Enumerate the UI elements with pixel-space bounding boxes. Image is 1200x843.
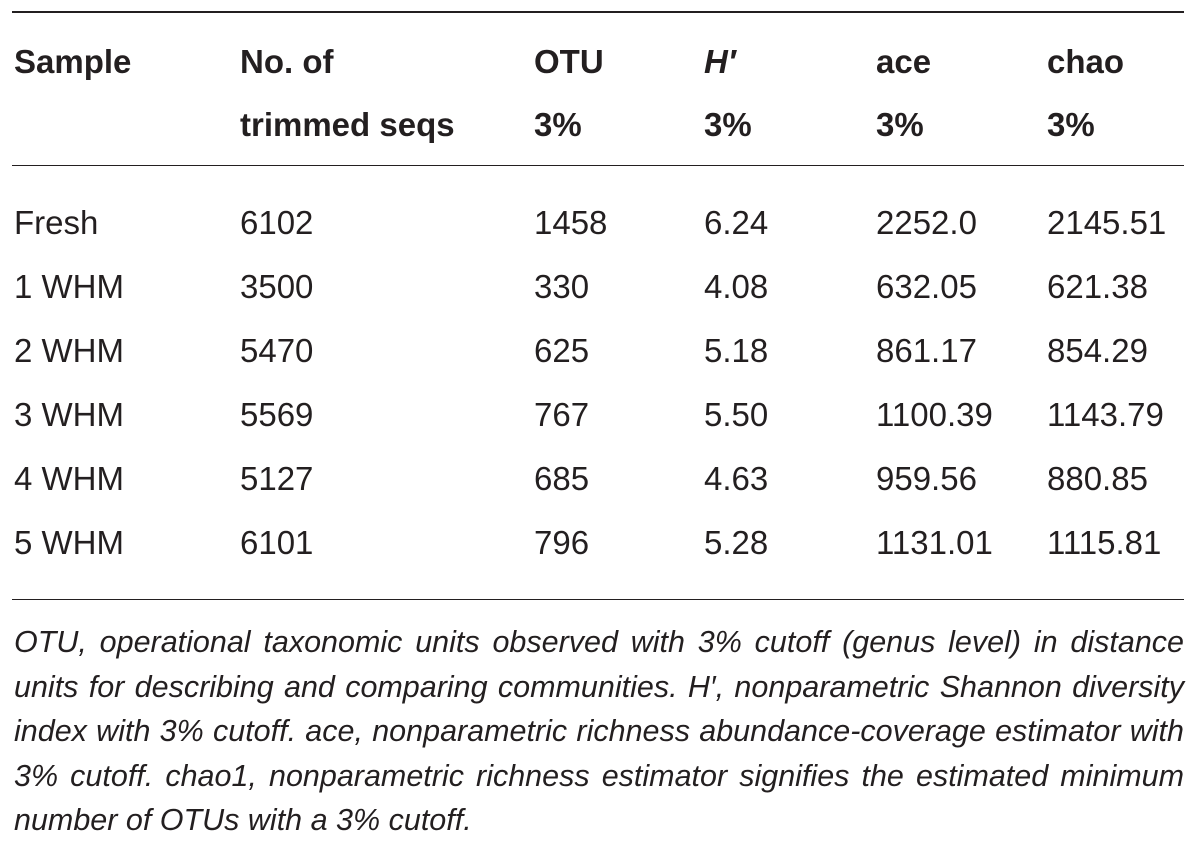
cell-chao: 2145.51 [1047,204,1167,241]
cell-otu: 625 [534,332,590,369]
cell-shannon: 6.24 [704,204,769,241]
table-bottom-rule [12,599,1184,600]
cell-seqs: 5569 [240,396,314,433]
table-header-rule [12,165,1184,166]
cell-sample: 2 WHM [14,332,124,369]
header-seqs-line2: trimmed seqs [240,106,455,143]
cell-sample: 1 WHM [14,268,124,305]
cell-ace: 2252.0 [876,204,977,241]
header-sample: Sample [14,43,132,80]
table-row [0,459,1200,499]
table-row [0,395,1200,435]
cell-chao: 1143.79 [1047,396,1164,433]
header-seqs-line1: No. of [240,43,334,80]
cell-otu: 330 [534,268,590,305]
cell-sample: Fresh [14,204,99,241]
cell-seqs: 6102 [240,204,314,241]
header-otu: OTU [534,43,604,80]
header-chao: chao [1047,43,1125,80]
cell-shannon: 4.08 [704,268,769,305]
cell-chao: 1115.81 [1047,524,1162,561]
cell-otu: 767 [534,396,590,433]
cell-ace: 959.56 [876,460,977,497]
cell-seqs: 6101 [240,524,314,561]
header-otu-cutoff: 3% [534,106,582,143]
cell-otu: 796 [534,524,590,561]
table-top-rule [12,11,1184,13]
cell-ace: 861.17 [876,332,977,369]
cell-ace: 1131.01 [876,524,993,561]
table-row [0,203,1200,243]
cell-shannon: 5.50 [704,396,769,433]
cell-seqs: 5127 [240,460,314,497]
cell-shannon: 5.18 [704,332,769,369]
cell-shannon: 4.63 [704,460,769,497]
cell-seqs: 5470 [240,332,314,369]
cell-sample: 3 WHM [14,396,124,433]
cell-chao: 854.29 [1047,332,1148,369]
cell-ace: 632.05 [876,268,977,305]
header-ace: ace [876,43,932,80]
cell-otu: 685 [534,460,590,497]
table-row [0,331,1200,371]
cell-sample: 4 WHM [14,460,124,497]
table-footnote: OTU, operational taxonomic units observed with 3% cutoff (genus level) in distance units for describing and comparing communities. H′, nonparametric Shannon diversity index with 3% cutoff. ace, nonparametric richness abundance-coverage estimator with 3% cutoff. chao1, nonparametric richness estimator signifies the estimated minimum number of OTUs with a 3% cutoff. [14,625,1184,837]
table-row [0,523,1200,563]
cell-seqs: 3500 [240,268,314,305]
header-shannon-cutoff: 3% [704,106,752,143]
header-ace-cutoff: 3% [876,106,924,143]
cell-shannon: 5.28 [704,524,769,561]
cell-chao: 621.38 [1047,268,1148,305]
header-shannon: H′ [704,43,736,80]
cell-otu: 1458 [534,204,608,241]
table-row [0,267,1200,307]
cell-chao: 880.85 [1047,460,1148,497]
header-chao-cutoff: 3% [1047,106,1095,143]
cell-sample: 5 WHM [14,524,124,561]
cell-ace: 1100.39 [876,396,993,433]
